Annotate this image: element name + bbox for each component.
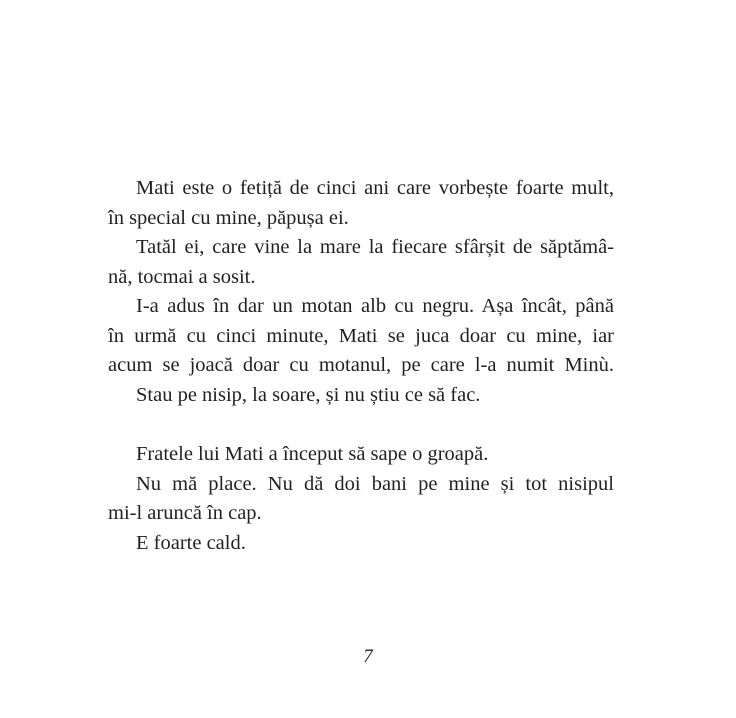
section-break (108, 410, 614, 440)
text-line: Stau pe nisip, la soare, și nu știu ce să fac. (136, 383, 481, 406)
text-line: în special cu mine, păpușa ei. (108, 206, 349, 229)
text-line: acum se joacă doar cu motanul, pe care l-a numit Minù. (108, 354, 614, 376)
text-line: Fratele lui Mati a început să sape o groapă. (136, 443, 489, 465)
text-line: Mati este o fetiță de cinci ani care vorbește foarte mult, (136, 177, 614, 199)
text-line: nă, tocmai a sosit. (108, 265, 256, 288)
text-line: mi-l aruncă în cap. (108, 502, 262, 524)
page-number: 7 (363, 646, 373, 667)
text-line: în urmă cu cinci minute, Mati se juca doar cu mine, iar (108, 324, 614, 347)
text-line: E foarte cald. (136, 531, 246, 554)
text-line: I-a adus în dar un motan alb cu negru. Așa încât, până (136, 295, 614, 317)
text-line: Nu mă place. Nu dă doi bani pe mine și tot nisipul (136, 472, 614, 495)
body-text (108, 174, 614, 558)
text-line: Tatăl ei, care vine la mare la fiecare sfârșit de săptămâ- (136, 236, 614, 258)
